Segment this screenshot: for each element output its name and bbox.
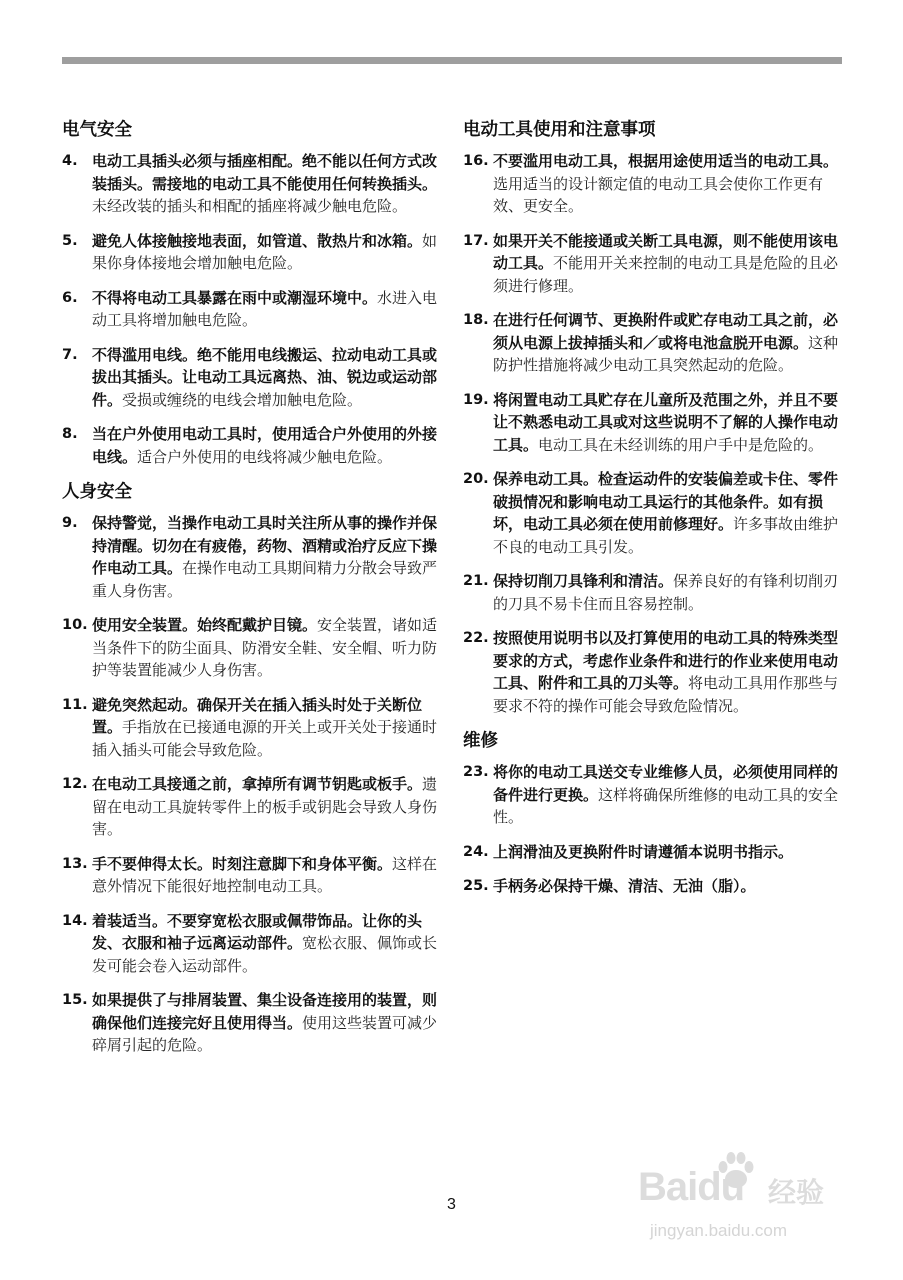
item-number: 16. bbox=[463, 153, 489, 169]
item-explanation: 将电动工具用作那些与要求不符的操作可能会导致危险情况。 bbox=[493, 674, 839, 715]
item-instruction: 如果开关不能接通或关断工具电源，则不能使用该电动工具。 bbox=[493, 231, 839, 272]
item-explanation: 保养良好的有锋利切削刃的刀具不易卡住而且容易控制。 bbox=[493, 572, 839, 613]
list-item bbox=[62, 150, 447, 218]
list-item bbox=[62, 910, 447, 978]
item-explanation: 不能用开关来控制的电动工具是危险的且必须进行修理。 bbox=[493, 254, 839, 295]
item-explanation: 这样将确保所维修的电动工具的安全性。 bbox=[493, 785, 839, 826]
item-instruction: 手柄务必保持干燥、清洁、无油（脂）。 bbox=[493, 877, 756, 895]
list-item bbox=[463, 468, 843, 558]
list-item bbox=[463, 627, 843, 717]
item-number: 10. bbox=[62, 617, 88, 633]
item-instruction: 上润滑油及更换附件时请遵循本说明书指示。 bbox=[493, 842, 794, 861]
watermark-url: jingyan.baidu.com bbox=[650, 1221, 788, 1240]
item-number: 19. bbox=[463, 391, 489, 408]
item-number: 5. bbox=[62, 232, 78, 249]
item-explanation: 安全装置，诸如适当条件下的防尘面具、防滑安全鞋、安全帽、听力防护等装置能减少人身伤害。 bbox=[92, 616, 438, 679]
baidu-jingyan-watermark bbox=[638, 1145, 848, 1255]
item-instruction: 不要滥用电动工具，根据用途使用适当的电动工具。 bbox=[493, 152, 839, 170]
item-instruction: 使用安全装置。始终配戴护目镜。 bbox=[92, 616, 318, 634]
item-instruction: 保持警觉，当操作电动工具时关注所从事的操作并保持清醒。切勿在有疲倦，药物、酒精或治疗反应下操作电动工具。 bbox=[92, 514, 438, 577]
item-number: 15. bbox=[62, 992, 88, 1008]
item-explanation: 受损或缠绕的电线会增加触电危险。 bbox=[122, 390, 363, 409]
list-item bbox=[62, 423, 447, 468]
item-instruction: 将闲置电动工具贮存在儿童所及范围之外，并且不要让不熟悉电动工具或对这些说明不了解的人操作电动工具。 bbox=[493, 390, 839, 454]
section-title: 人身安全 bbox=[62, 482, 132, 502]
item-instruction: 将你的电动工具送交专业维修人员，必须使用同样的备件进行更换。 bbox=[493, 763, 839, 804]
section-title: 维修 bbox=[463, 731, 498, 751]
item-number: 23. bbox=[463, 764, 489, 780]
item-instruction: 避免突然起动。确保开关在插入插头时处于关断位置。 bbox=[92, 695, 423, 736]
item-number: 6. bbox=[62, 289, 78, 306]
item-number: 12. bbox=[62, 776, 88, 792]
item-instruction: 在电动工具接通之前，拿掉所有调节钥匙或板手。 bbox=[92, 775, 423, 793]
item-instruction: 如果提供了与排屑装置、集尘设备连接用的装置，则确保他们连接完好且使用得当。 bbox=[92, 991, 438, 1032]
list-item bbox=[62, 230, 447, 275]
item-explanation: 这种防护性措施将减少电动工具突然起动的危险。 bbox=[493, 333, 839, 374]
item-number: 20. bbox=[463, 471, 489, 487]
watermark-brand: Baidu bbox=[638, 1165, 745, 1209]
page-number: 3 bbox=[447, 1196, 456, 1213]
list-item bbox=[463, 761, 843, 829]
list-item bbox=[62, 853, 447, 898]
item-explanation: 在操作电动工具期间精力分散会导致严重人身伤害。 bbox=[92, 559, 438, 600]
item-number: 17. bbox=[463, 232, 489, 249]
item-instruction: 不得将电动工具暴露在雨中或潮湿环境中。 bbox=[92, 288, 378, 307]
item-instruction: 不得滥用电线。绝不能用电线搬运、拉动电动工具或拔出其插头。让电动工具远离热、油、锐边或运动部件。 bbox=[92, 345, 438, 409]
list-item bbox=[62, 287, 447, 332]
list-item bbox=[62, 773, 447, 841]
section-title: 电动工具使用和注意事项 bbox=[463, 120, 656, 140]
item-explanation: 使用这些装置可减少碎屑引起的危险。 bbox=[92, 1013, 438, 1054]
item-number: 18. bbox=[463, 312, 489, 328]
right-column bbox=[463, 118, 843, 910]
list-item bbox=[463, 309, 843, 377]
item-explanation: 遗留在电动工具旋转零件上的板手或钥匙会导致人身伤害。 bbox=[92, 775, 438, 838]
item-number: 13. bbox=[62, 855, 88, 872]
item-number: 7. bbox=[62, 346, 78, 363]
item-explanation: 未经改装的插头和相配的插座将减少触电危险。 bbox=[92, 197, 408, 215]
item-number: 24. bbox=[463, 843, 489, 860]
item-explanation: 水进入电动工具将增加触电危险。 bbox=[92, 288, 438, 329]
item-number: 8. bbox=[62, 426, 78, 442]
list-item bbox=[62, 694, 447, 762]
item-number: 4. bbox=[62, 153, 78, 169]
item-instruction: 保养电动工具。检查运动件的安装偏差或卡住、零件破损情况和影响电动工具运行的其他条件。如有损坏，电动工具必须在使用前修理好。 bbox=[493, 470, 839, 533]
item-number: 14. bbox=[62, 912, 88, 929]
list-item bbox=[62, 989, 447, 1057]
item-instruction: 电动工具插头必须与插座相配。绝不能以任何方式改装插头。需接地的电动工具不能使用任何转换插头。 bbox=[92, 152, 438, 193]
item-number: 21. bbox=[463, 573, 489, 589]
item-instruction: 当在户外使用电动工具时，使用适合户外使用的外接电线。 bbox=[92, 425, 438, 466]
list-item bbox=[463, 389, 843, 457]
top-rule bbox=[62, 57, 842, 64]
item-instruction: 避免人体接触接地表面，如管道、散热片和冰箱。 bbox=[92, 231, 423, 250]
item-explanation: 许多事故由维护不良的电动工具引发。 bbox=[493, 515, 839, 556]
list-item bbox=[463, 570, 843, 615]
item-instruction: 保持切削刀具锋利和清洁。 bbox=[493, 572, 674, 590]
item-instruction: 按照使用说明书以及打算使用的电动工具的特殊类型要求的方式，考虑作业条件和进行的作业来使用电动工具、附件和工具的刀头等。 bbox=[493, 629, 839, 692]
item-explanation: 手指放在已接通电源的开关上或开关处于接通时插入插头可能会导致危险。 bbox=[92, 718, 438, 759]
list-item bbox=[463, 875, 843, 898]
item-instruction: 手不要伸得太长。时刻注意脚下和身体平衡。 bbox=[92, 854, 393, 873]
item-explanation: 适合户外使用的电线将减少触电危险。 bbox=[137, 447, 393, 466]
list-item bbox=[62, 344, 447, 412]
list-item bbox=[463, 230, 843, 298]
item-number: 11. bbox=[62, 696, 88, 713]
item-instruction: 着装适当。不要穿宽松衣服或佩带饰品。让你的头发、衣服和袖子远离运动部件。 bbox=[92, 911, 423, 952]
watermark-cn: 经验 bbox=[768, 1176, 825, 1209]
item-explanation: 电动工具在未经训练的用户手中是危险的。 bbox=[538, 435, 824, 454]
section-title: 电气安全 bbox=[62, 120, 132, 140]
item-explanation: 选用适当的设计额定值的电动工具会使你工作更有效、更安全。 bbox=[493, 174, 824, 215]
item-number: 9. bbox=[62, 515, 78, 531]
item-explanation: 如果你身体接地会增加触电危险。 bbox=[92, 231, 438, 272]
item-instruction: 在进行任何调节、更换附件或贮存电动工具之前，必须从电源上拔掉插头和／或将电池盒脱开电源。 bbox=[493, 311, 839, 352]
list-item bbox=[463, 841, 843, 864]
item-explanation: 宽松衣服、佩饰或长发可能会卷入运动部件。 bbox=[92, 934, 438, 975]
list-item bbox=[62, 614, 447, 682]
list-item bbox=[62, 512, 447, 602]
left-column bbox=[62, 118, 447, 1069]
list-item bbox=[463, 150, 843, 218]
item-explanation: 这样在意外情况下能很好地控制电动工具。 bbox=[92, 854, 438, 895]
item-number: 25. bbox=[463, 878, 489, 894]
item-number: 22. bbox=[463, 630, 489, 646]
